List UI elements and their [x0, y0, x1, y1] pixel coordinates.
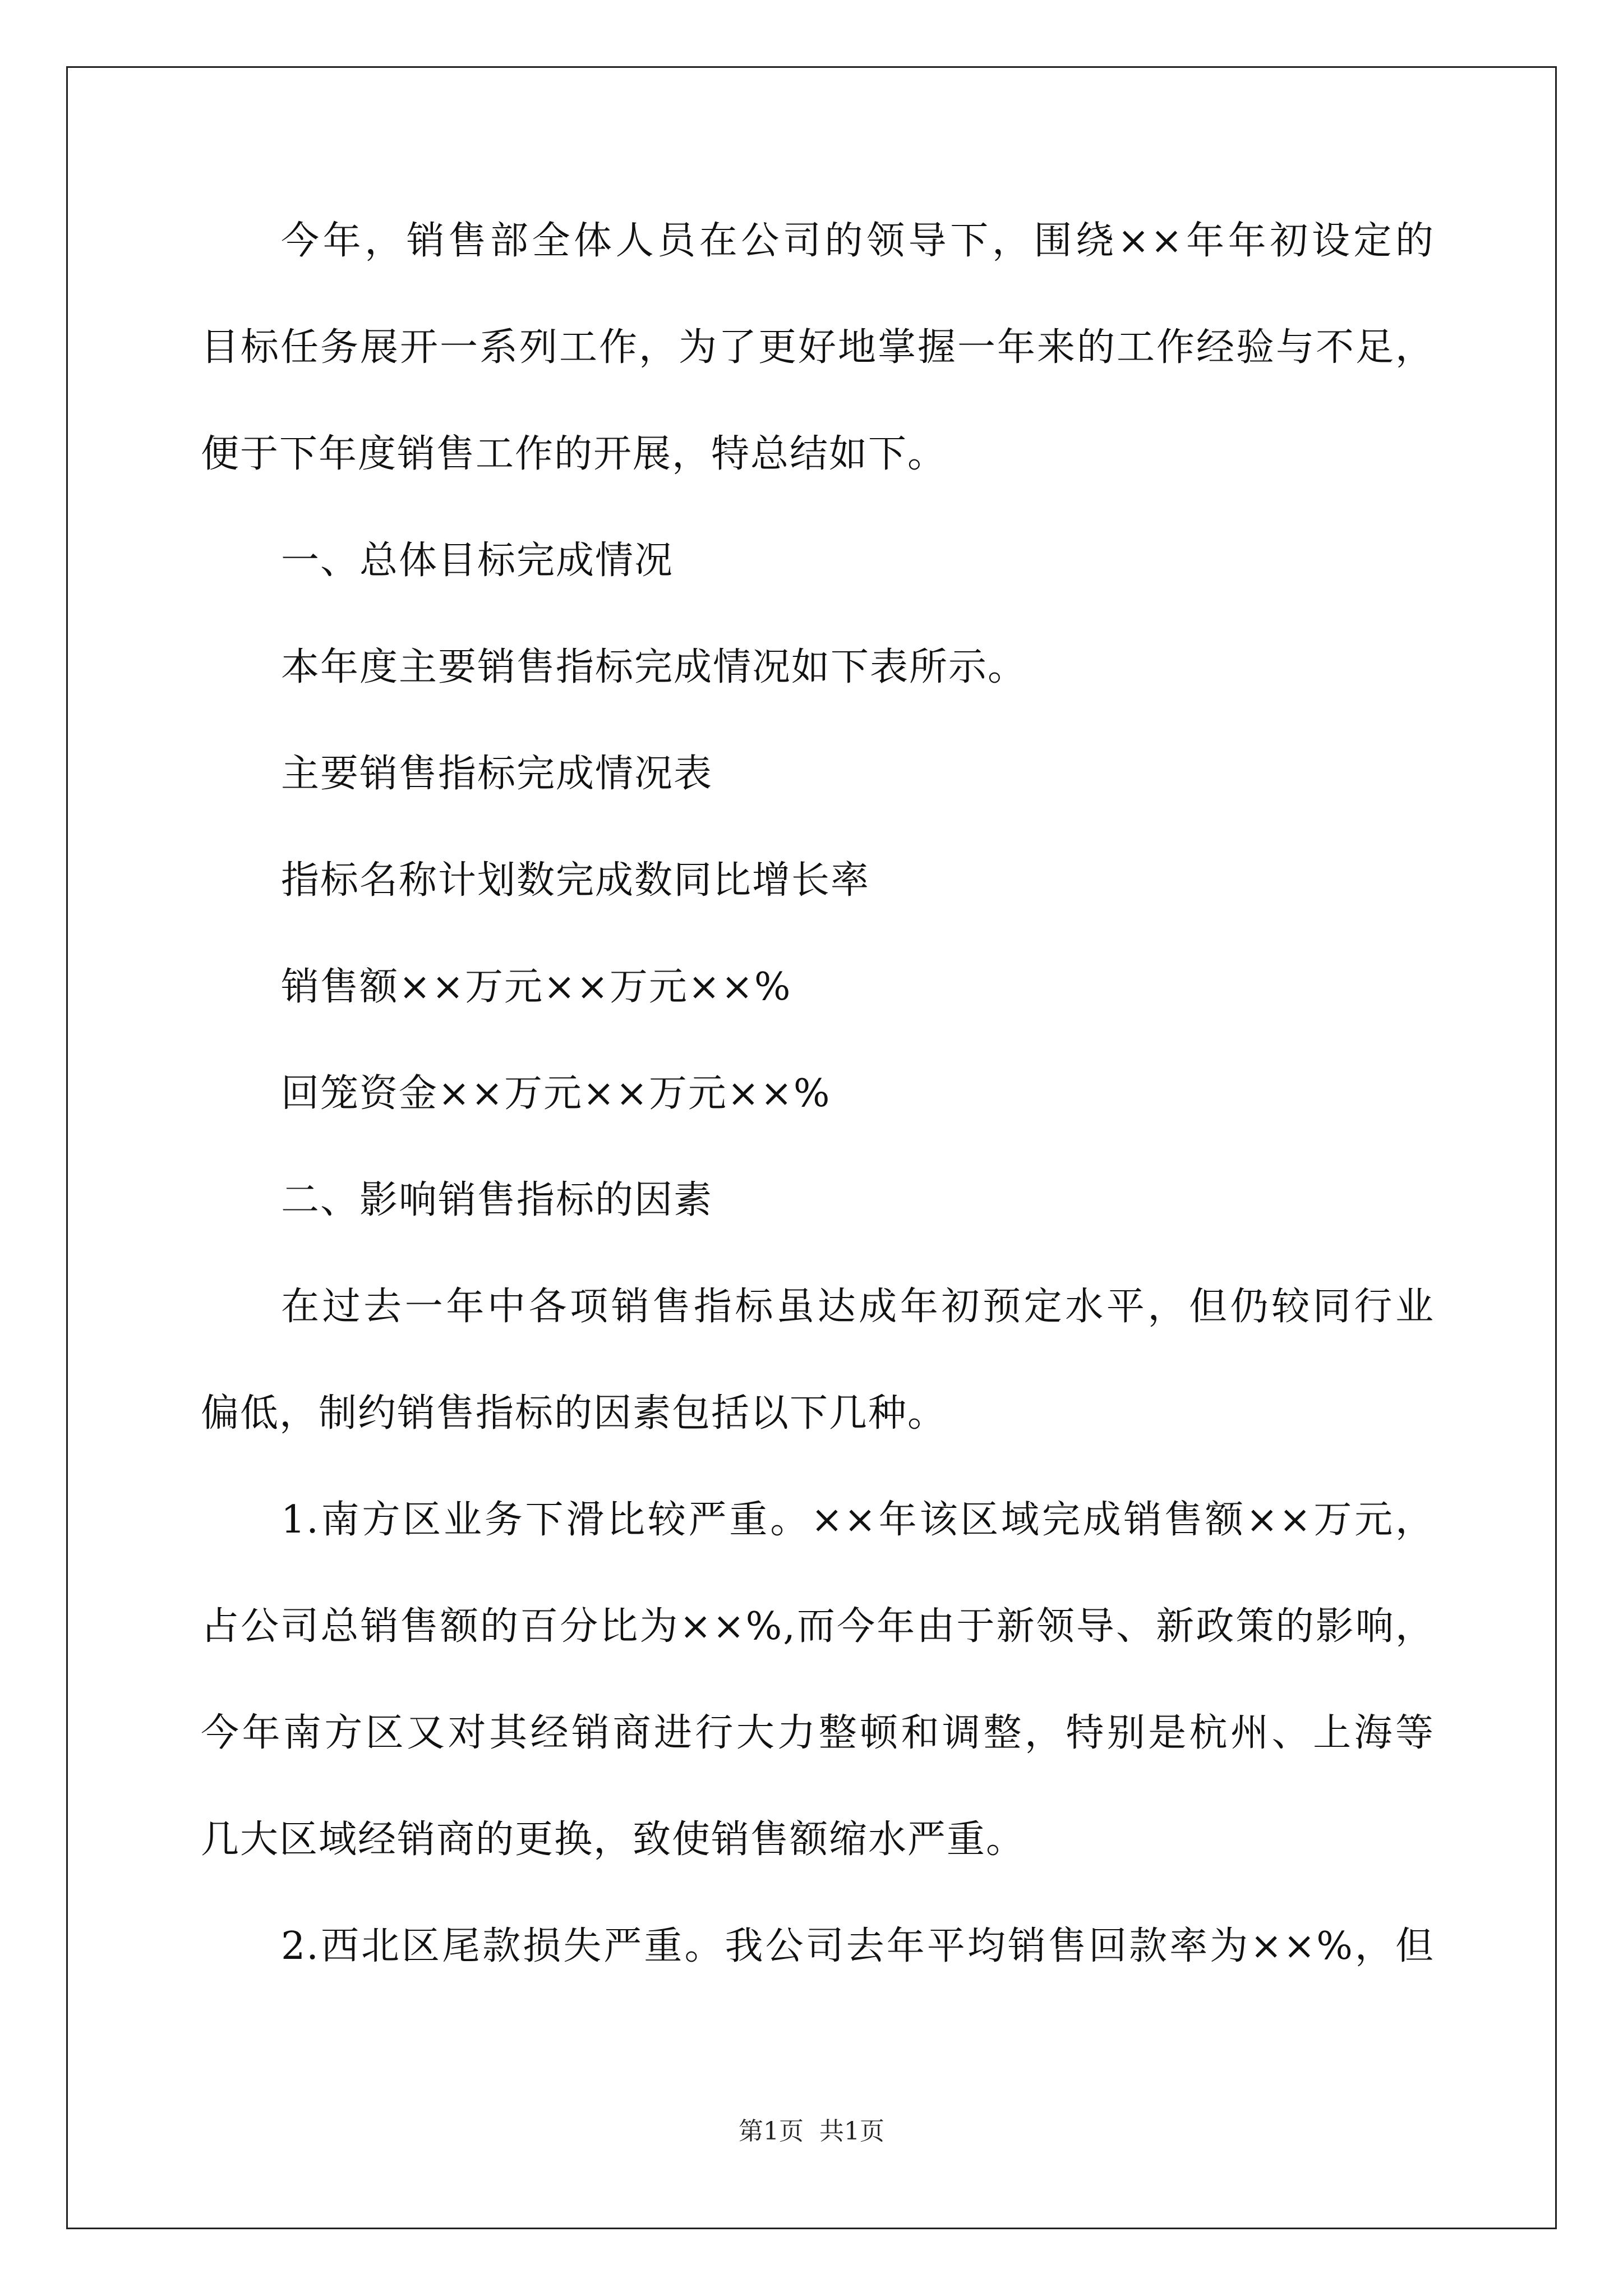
- page-total: 共1页: [819, 2117, 884, 2146]
- paragraph-line: 占公司总销售额的百分比为××%,而今年由于新领导、新政策的影响，: [201, 1604, 1435, 1649]
- paragraph-line: 偏低，制约销售指标的因素包括以下几种。: [201, 1391, 947, 1435]
- paragraph-line: 几大区域经销商的更换，致使销售额缩水严重。: [201, 1818, 1026, 1862]
- section-heading: 一、总体目标完成情况: [281, 539, 674, 583]
- paragraph-line: 今年南方区又对其经销商进行大力整顿和调整，特别是杭州、上海等: [201, 1711, 1435, 1755]
- paragraph-line: 目标任务展开一系列工作，为了更好地掌握一年来的工作经验与不足，: [201, 325, 1435, 370]
- paragraph-line: 在过去一年中各项销售指标虽达成年初预定水平，但仍较同行业: [281, 1285, 1435, 1329]
- section-heading: 二、影响销售指标的因素: [281, 1178, 713, 1222]
- page-footer: [0, 2115, 1623, 2148]
- paragraph-line: 本年度主要销售指标完成情况如下表所示。: [281, 645, 1027, 689]
- table-row: 销售额××万元××万元××%: [281, 965, 792, 1009]
- paragraph-line: 1.南方区业务下滑比较严重。××年该区域完成销售额××万元，: [281, 1498, 1435, 1542]
- table-title: 主要销售指标完成情况表: [281, 752, 713, 796]
- page-number: 第1页: [739, 2117, 804, 2146]
- paragraph-line: 便于下年度销售工作的开展，特总结如下。: [201, 432, 947, 476]
- paragraph-line: 2.西北区尾款损失严重。我公司去年平均销售回款率为××%，但: [281, 1924, 1435, 1968]
- page-border: [66, 66, 1557, 2229]
- table-header-row: 指标名称计划数完成数同比增长率: [281, 858, 870, 903]
- paragraph-line: 今年，销售部全体人员在公司的领导下，围绕××年年初设定的: [281, 219, 1435, 263]
- table-row: 回笼资金××万元××万元××%: [281, 1071, 831, 1116]
